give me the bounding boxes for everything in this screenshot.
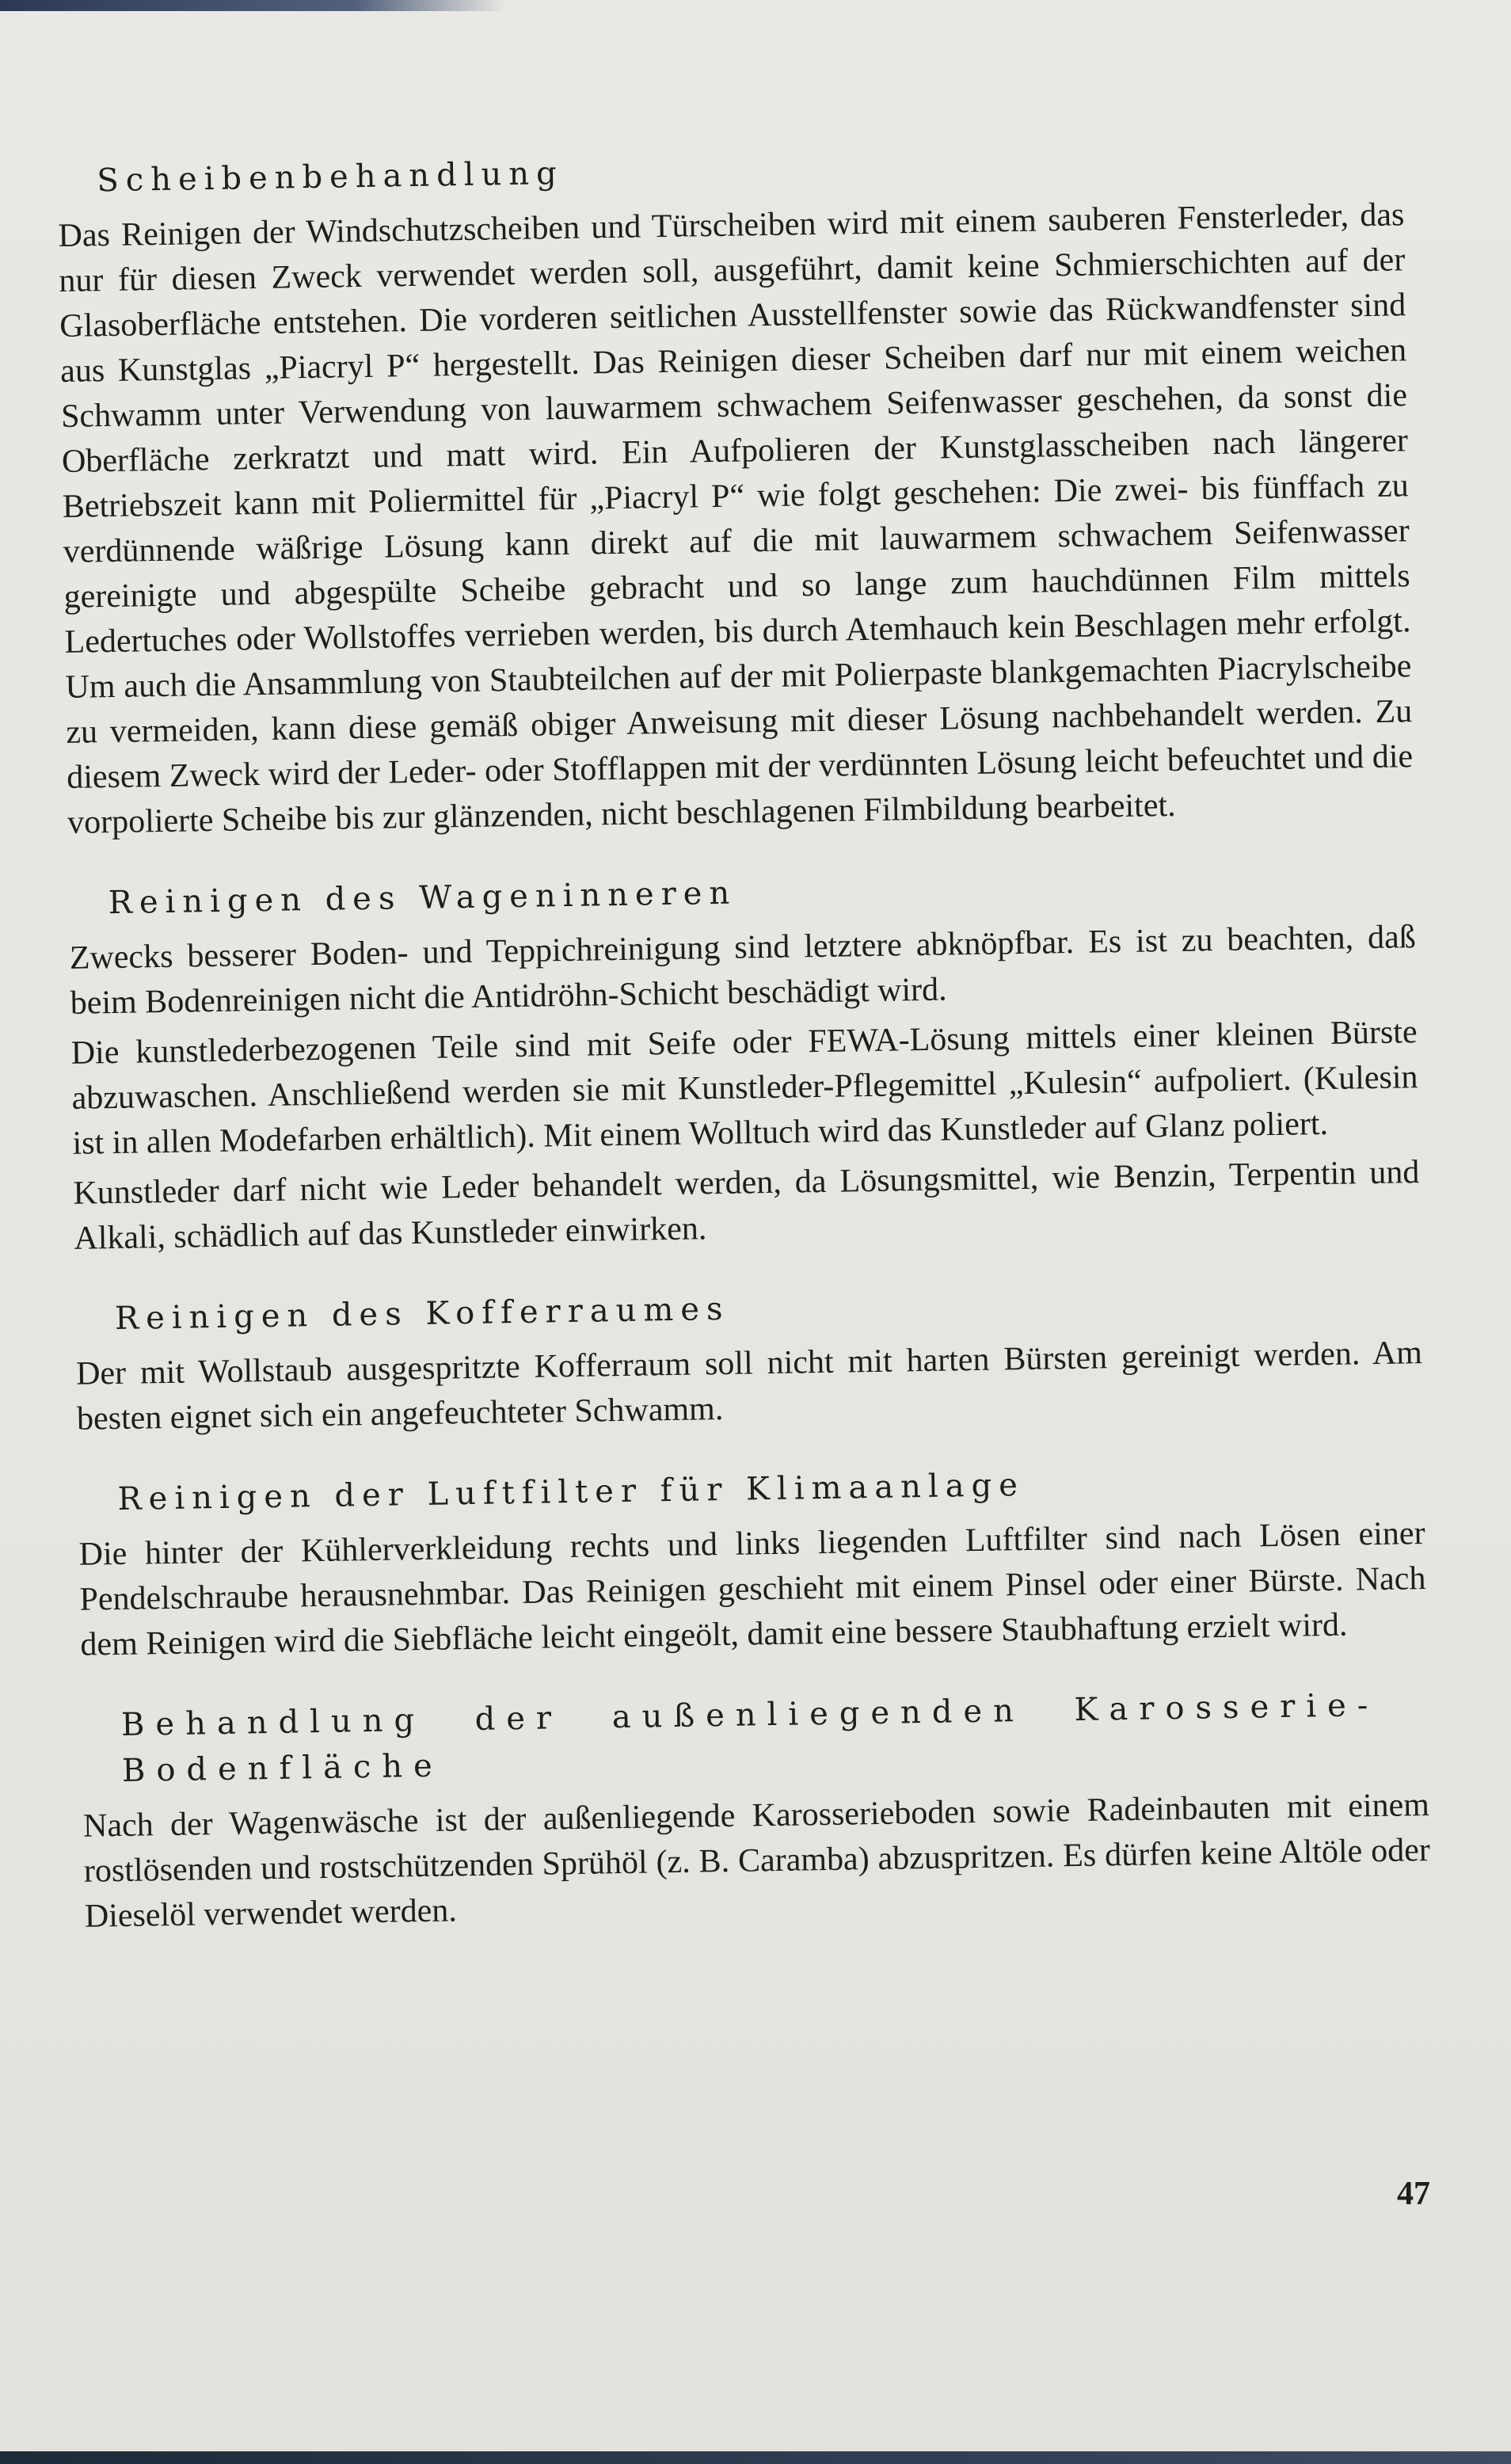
section-heading: Behandlung der außenliegenden Karosserie-Bodenfläche <box>120 1687 1380 1789</box>
section-heading: Scheibenbehandlung <box>97 154 564 200</box>
section-heading: Reinigen des Kofferraumes <box>114 1290 730 1338</box>
section-kofferraum <box>75 1275 1424 1442</box>
page-edge <box>0 0 507 11</box>
paragraph: Nach der Wagenwäsche ist der außenliegende Karosserieboden sowie Radeinbauten mit einem rostlösenden und rostschützenden Sprühöl (z. B. Caramba) abzuspritzen. Es dürfen keine Altöle oder Dieselöl verwendet werden. <box>82 1787 1431 1935</box>
section-scheibenbehandlung <box>57 137 1414 846</box>
page-bottom-edge <box>0 2451 1511 2464</box>
page-text <box>57 137 1431 1939</box>
paragraph: Die hinter der Kühlerverkleidung rechts und links liegenden Luftfilter sind nach Lösen einer Pendelschraube herausnehmbar. Das Reinigen geschieht mit einem Pinsel oder einer Bürste. Nach dem Reinigen wird die Siebfläche leicht eingeölt, damit eine bessere Staubhaftung erzielt wird. <box>78 1515 1426 1663</box>
section-heading: Reinigen des Wageninneren <box>108 874 737 922</box>
page-number: 47 <box>1397 2176 1430 2212</box>
paragraph: Zwecks besserer Boden- und Teppichreinigung sind letztere abknöpfbar. Es ist zu beachten, daß beim Bodenreinigen nicht die Antidröhn-Schicht beschädigt wird. <box>69 919 1417 1022</box>
section-luftfilter <box>78 1456 1427 1668</box>
section-heading: Reinigen der Luftfilter für Klimaanlage <box>117 1467 1026 1518</box>
section-wageninneren <box>68 859 1420 1262</box>
paragraph: Die kunstlederbezogenen Teile sind mit Seife oder FEWA-Lösung mittels einer kleinen Bürste abzuwaschen. Anschließend werden sie mit Kunstleder-Pflegemittel „Kulesin“ aufpoliert. (Kulesin ist in allen Modefarben erhältlich). Mit einem Wolltuch wird das Kunstleder auf Glanz poliert. <box>70 1014 1418 1162</box>
paragraph: Das Reinigen der Windschutzscheiben und Türscheiben wird mit einem sauberen Fensterleder, das nur für diesen Zweck verwendet werden soll, ausgeführt, damit keine Schmierschichten auf der Glasoberfläche entstehen. Die vorderen seitlichen Ausstellfenster sowie das Rückwandfenster sind aus Kunstglas „Piacryl P“ hergestellt. Das Reinigen dieser Scheiben darf nur mit einem weichen Schwamm unter Verwendung von lauwarmem schwachem Seifenwasser geschehen, da sonst die Oberfläche zerkratzt und matt wird. Ein Aufpolieren der Kunstglasscheiben nach längerer Betriebszeit kann mit Poliermittel für „Piacryl P“ wie folgt geschehen: Die zwei- bis fünffach zu verdünnende wäßrige Lösung kann direkt auf die mit lauwarmem schwachem Seifenwasser gereinigte und abgespülte Scheibe gebracht und so lange zum hauchdünnen Film mittels Ledertuches oder Wollstoffes verrieben werden, bis durch Atemhauch kein Beschlagen mehr erfolgt. Um auch die Ansammlung von Staubteilchen auf der mit Polierpaste blankgemachten Piacrylscheibe zu vermeiden, kann diese gemäß obiger Anweisung mit dieser Lösung nachbehandelt werden. Zu diesem Zweck wird der Leder- oder Stofflappen mit der verdünnten Lösung leicht befeuchtet und die vorpolierte Scheibe bis zur glänzenden, nicht beschlagenen Filmbildung bearbeitet. <box>58 196 1414 841</box>
paragraph: Der mit Wollstaub ausgespritzte Kofferraum soll nicht mit harten Bürsten gereinigt werden. Am besten eignet sich ein angefeuchteter Schwamm. <box>75 1335 1423 1438</box>
paragraph: Kunstleder darf nicht wie Leder behandelt werden, da Lösungsmittel, wie Benzin, Terpentin und Alkali, schädlich auf das Kunstleder einwirken. <box>73 1154 1420 1257</box>
section-karosserie-boden <box>82 1681 1431 1940</box>
